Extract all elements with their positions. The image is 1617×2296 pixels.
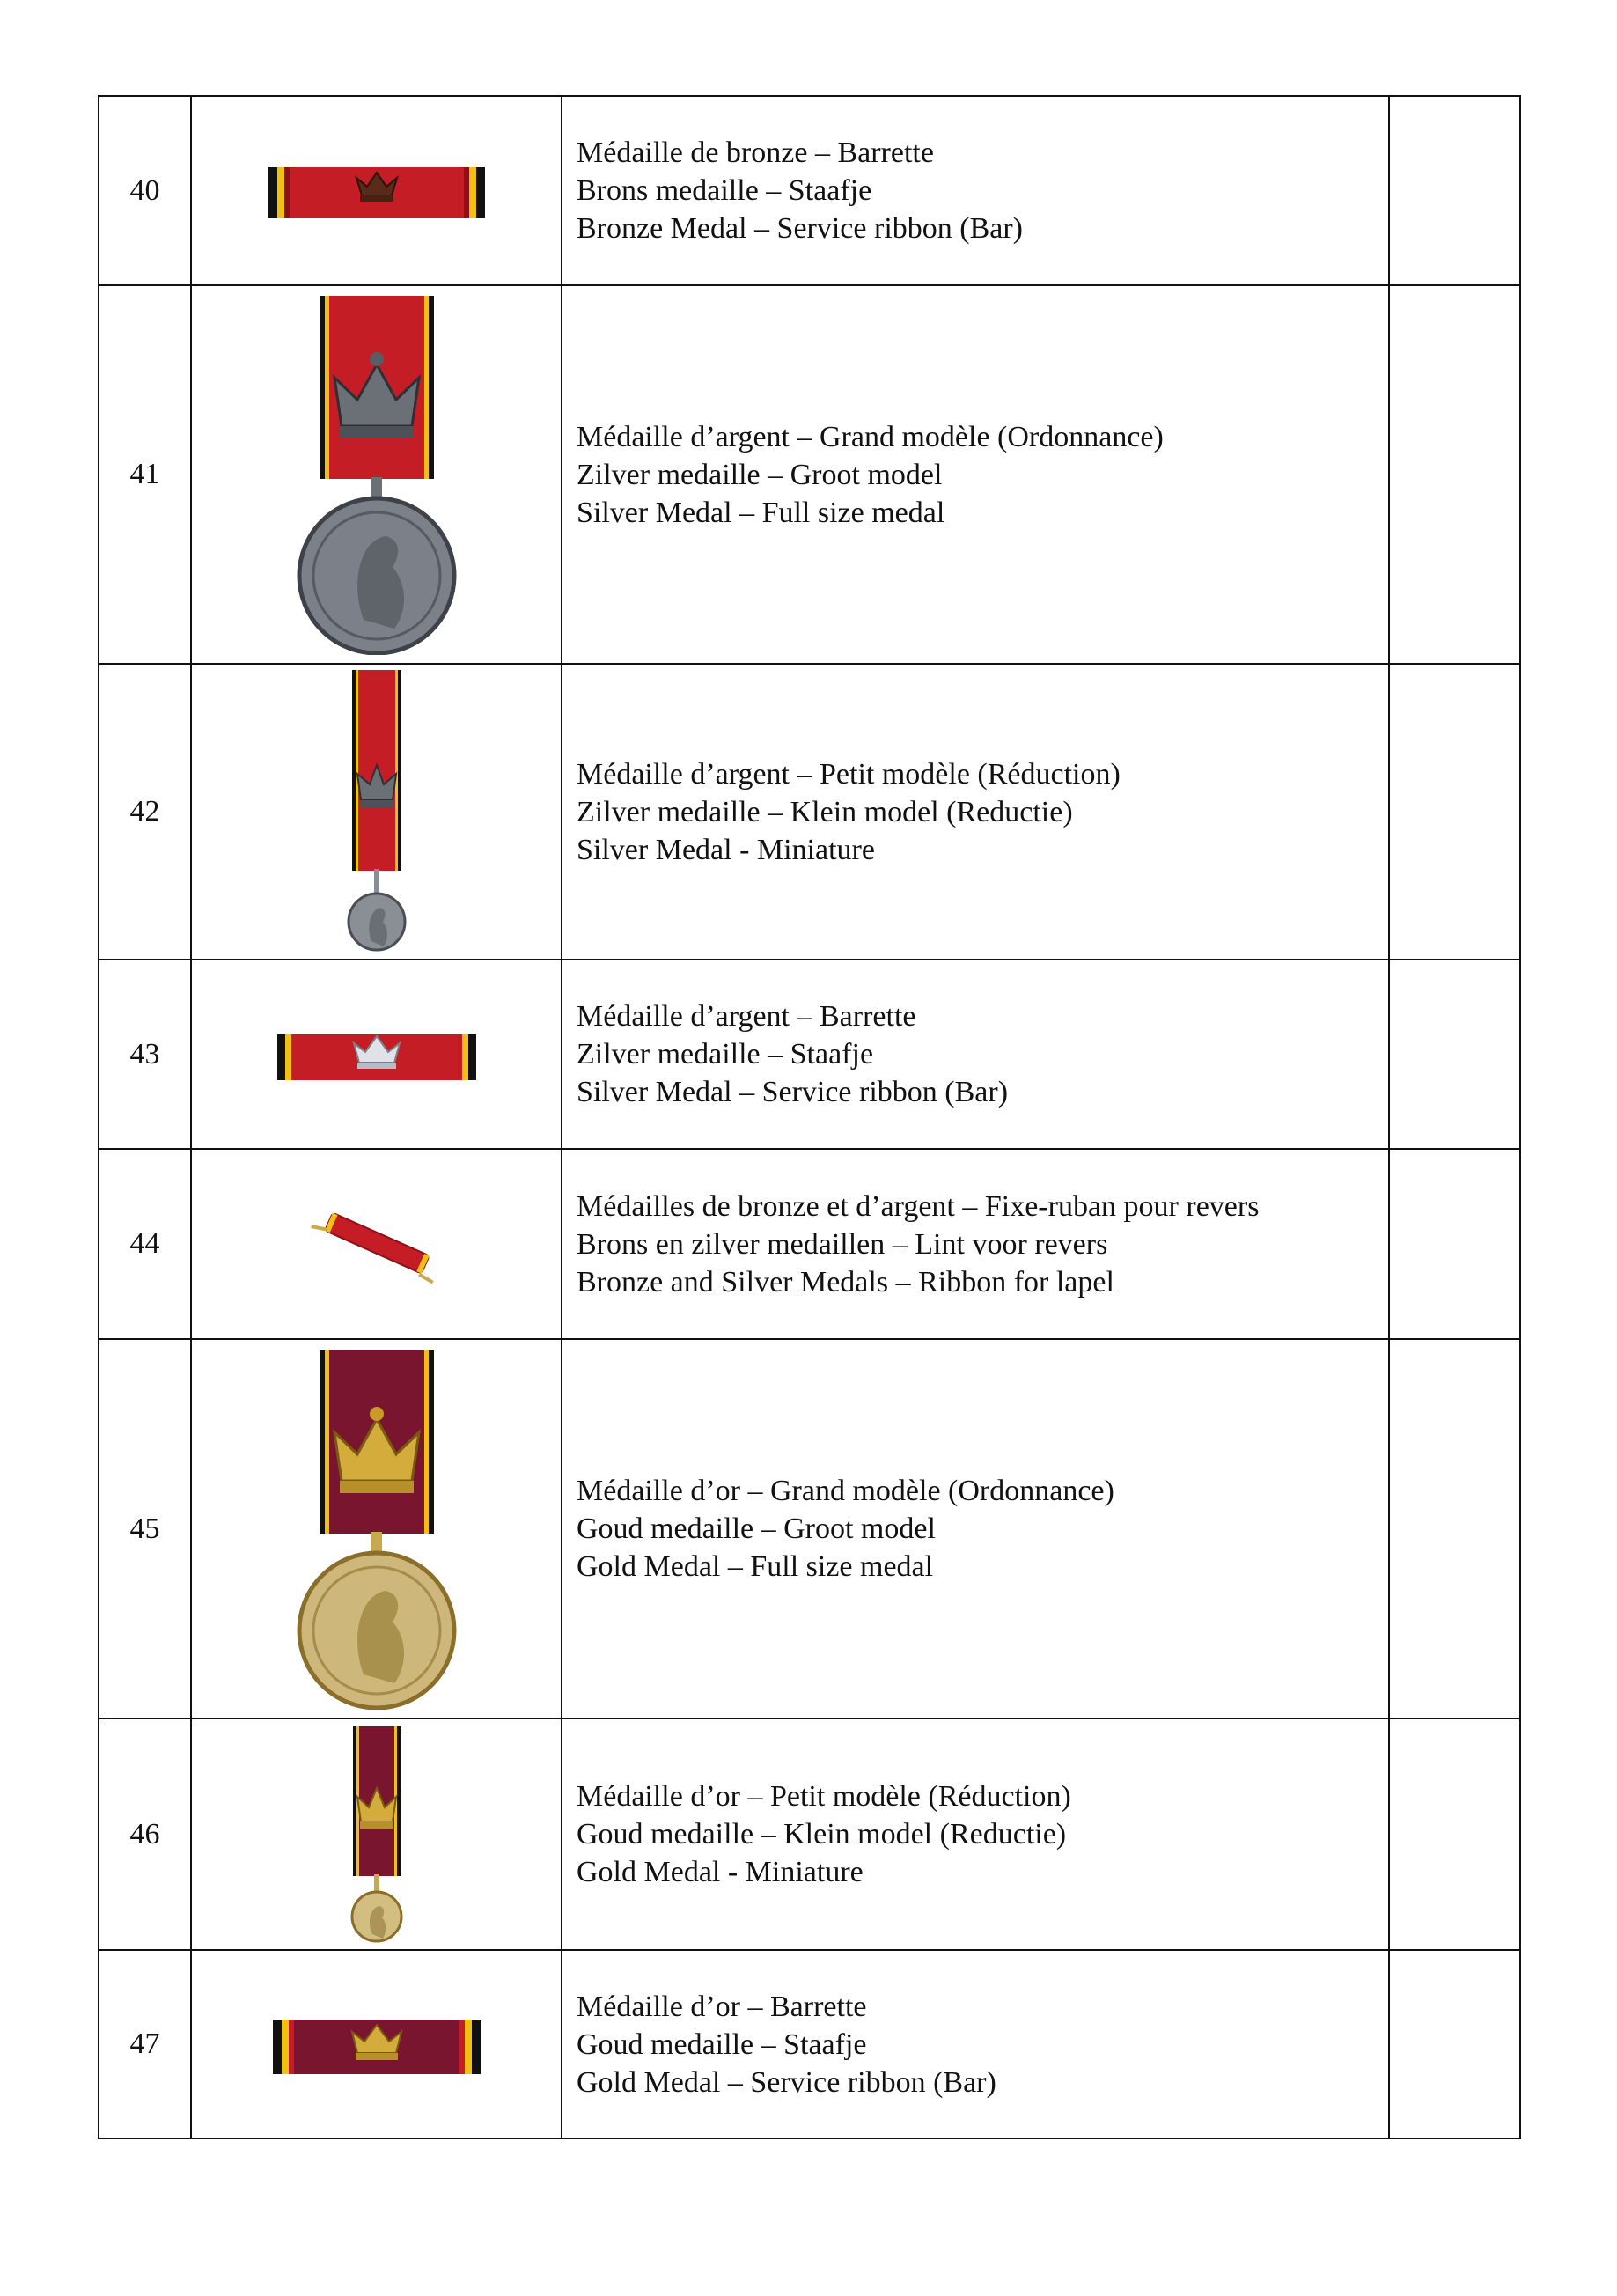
description-english: Silver Medal – Service ribbon (Bar) [577, 1076, 1009, 1108]
description-dutch: Goud medaille – Groot model [577, 1512, 936, 1545]
row-number: 42 [99, 664, 191, 960]
empty-cell [1389, 96, 1520, 285]
row-number: 40 [99, 96, 191, 285]
silver-medal-service-ribbon-bar-icon [276, 1024, 478, 1085]
description-dutch: Brons en zilver medaillen – Lint voor revers [577, 1227, 1108, 1261]
lapel-ribbon-pin-icon [306, 1200, 447, 1288]
description-french: Médailles de bronze et d’argent – Fixe-ruban pour revers [577, 1189, 1260, 1223]
description-dutch: Zilver medaille – Klein model (Reductie) [577, 795, 1073, 828]
empty-cell [1389, 1718, 1520, 1950]
medal-description [562, 1339, 1389, 1718]
empty-cell [1389, 960, 1520, 1149]
table-row [99, 1718, 1520, 1950]
description-english: Bronze Medal – Service ribbon (Bar) [577, 212, 1023, 245]
medal-image-cell [191, 960, 562, 1149]
description-english: Bronze and Silver Medals – Ribbon for lapel [577, 1265, 1114, 1299]
table-row [99, 1339, 1520, 1718]
description-french: Médaille de bronze – Barrette [577, 136, 934, 169]
medal-image-cell [191, 96, 562, 285]
description-english: Gold Medal - Miniature [577, 1856, 864, 1888]
description-french: Médaille d’or – Grand modèle (Ordonnance) [577, 1475, 1114, 1507]
medal-image-cell [191, 1339, 562, 1718]
empty-cell [1389, 1950, 1520, 2138]
description-english: Silver Medal – Full size medal [577, 496, 945, 529]
medal-description [562, 96, 1389, 285]
table-row [99, 1149, 1520, 1339]
medal-description [562, 664, 1389, 960]
medal-image-cell [191, 285, 562, 664]
description-french: Médaille d’argent – Barrette [577, 1000, 916, 1033]
description-french: Médaille d’argent – Grand modèle (Ordonnance) [577, 420, 1164, 453]
medal-description [562, 285, 1389, 664]
empty-cell [1389, 1339, 1520, 1718]
gold-medal-miniature-icon [337, 1725, 416, 1945]
table-row [99, 960, 1520, 1149]
medal-image-cell [191, 1718, 562, 1950]
table-row [99, 96, 1520, 285]
silver-medal-full-size-icon [289, 294, 465, 655]
description-dutch: Brons medaille – Staafje [577, 174, 872, 207]
medal-image-cell [191, 1149, 562, 1339]
row-number: 44 [99, 1149, 191, 1339]
row-number: 47 [99, 1950, 191, 2138]
description-english: Gold Medal – Service ribbon (Bar) [577, 2065, 996, 2099]
description-french: Médaille d’argent – Petit modèle (Réduction) [577, 757, 1121, 791]
description-english: Silver Medal - Miniature [577, 833, 875, 866]
medal-description [562, 960, 1389, 1149]
medal-description [562, 1149, 1389, 1339]
description-french: Médaille d’or – Petit modèle (Réduction) [577, 1780, 1071, 1813]
empty-cell [1389, 1149, 1520, 1339]
empty-cell [1389, 285, 1520, 664]
description-dutch: Zilver medaille – Staafje [577, 1038, 874, 1071]
description-dutch: Zilver medaille – Groot model [577, 458, 943, 491]
description-english: Gold Medal – Full size medal [577, 1550, 934, 1583]
empty-cell [1389, 664, 1520, 960]
gold-medal-service-ribbon-bar-icon [271, 2009, 482, 2079]
medals-table [98, 95, 1521, 2139]
table-row [99, 664, 1520, 960]
silver-medal-miniature-icon [333, 668, 421, 955]
row-number: 41 [99, 285, 191, 664]
medal-description [562, 1718, 1389, 1950]
row-number: 46 [99, 1718, 191, 1950]
medal-description [562, 1950, 1389, 2138]
description-dutch: Goud medaille – Staafje [577, 2027, 867, 2061]
gold-medal-full-size-icon [289, 1349, 465, 1710]
description-french: Médaille d’or – Barrette [577, 1990, 867, 2023]
description-dutch: Goud medaille – Klein model (Reductie) [577, 1818, 1067, 1851]
row-number: 45 [99, 1339, 191, 1718]
table-row [99, 285, 1520, 664]
medal-image-cell [191, 1950, 562, 2138]
row-number: 43 [99, 960, 191, 1149]
medal-image-cell [191, 664, 562, 960]
bronze-medal-service-ribbon-bar-icon [267, 160, 487, 222]
table-row [99, 1950, 1520, 2138]
